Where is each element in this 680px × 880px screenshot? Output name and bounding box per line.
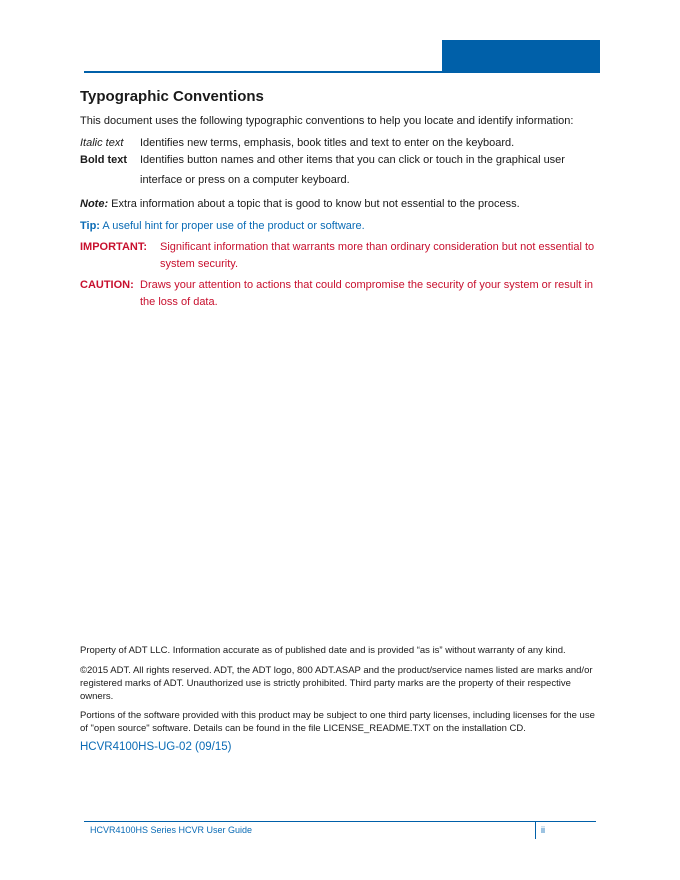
copyright-notice: ©2015 ADT. All rights reserved. ADT, the ADT logo, 800 ADT.ASAP and the product/service names listed are marks and/or registered marks of ADT. Unauthorized use is strictly prohibited. Third party marks are the property of their respective owners. xyxy=(80,665,593,702)
important-text: Significant information that warrants more than ordinary consideration but not essential to system security. xyxy=(160,241,595,270)
note-label: Note: xyxy=(80,198,109,210)
convention-term: Bold text xyxy=(80,154,128,166)
important-paragraph xyxy=(80,239,602,273)
header-rule xyxy=(84,71,442,73)
property-notice: Property of ADT LLC. Information accurate as of published date and is provided “as is” without warranty of any kind. xyxy=(80,645,566,656)
convention-term: Italic text xyxy=(80,137,124,149)
footer-separator xyxy=(535,822,536,839)
footer-rule xyxy=(84,821,596,822)
document-number: HCVR4100HS-UG-02 (09/15) xyxy=(80,741,232,753)
convention-bold xyxy=(80,152,602,190)
section-title: Typographic Conventions xyxy=(80,88,264,105)
conventions-section xyxy=(80,88,602,315)
important-label: IMPORTANT: xyxy=(80,241,148,253)
convention-description: Identifies button names and other items that you can click or touch in the graphical user interface or press on a computer keyboard. xyxy=(140,154,565,186)
caution-label: CAUTION: xyxy=(80,279,134,291)
tip-label: Tip: xyxy=(80,220,100,232)
page-number: ii xyxy=(541,825,545,835)
tip-text: A useful hint for proper use of the product or software. xyxy=(102,220,365,232)
note-paragraph xyxy=(80,196,602,213)
intro-paragraph: This document uses the following typographic conventions to help you locate and identify information: xyxy=(80,115,574,127)
license-notice: Portions of the software provided with this product may be subject to one third party licenses, including licenses for the use of "open source" software. Details can be found in the file LICENSE_README.TXT on the installation CD. xyxy=(80,710,595,734)
tip-paragraph xyxy=(80,218,602,235)
footer-title: HCVR4100HS Series HCVR User Guide xyxy=(90,825,253,835)
note-text: Extra information about a topic that is good to know but not essential to the process. xyxy=(111,198,520,210)
convention-description: Identifies new terms, emphasis, book titles and text to enter on the keyboard. xyxy=(140,137,515,149)
header-accent-block xyxy=(442,40,600,73)
caution-text: Draws your attention to actions that could compromise the security of your system or result in the loss of data. xyxy=(140,279,594,308)
legal-notices xyxy=(80,643,602,754)
caution-paragraph xyxy=(80,277,602,311)
